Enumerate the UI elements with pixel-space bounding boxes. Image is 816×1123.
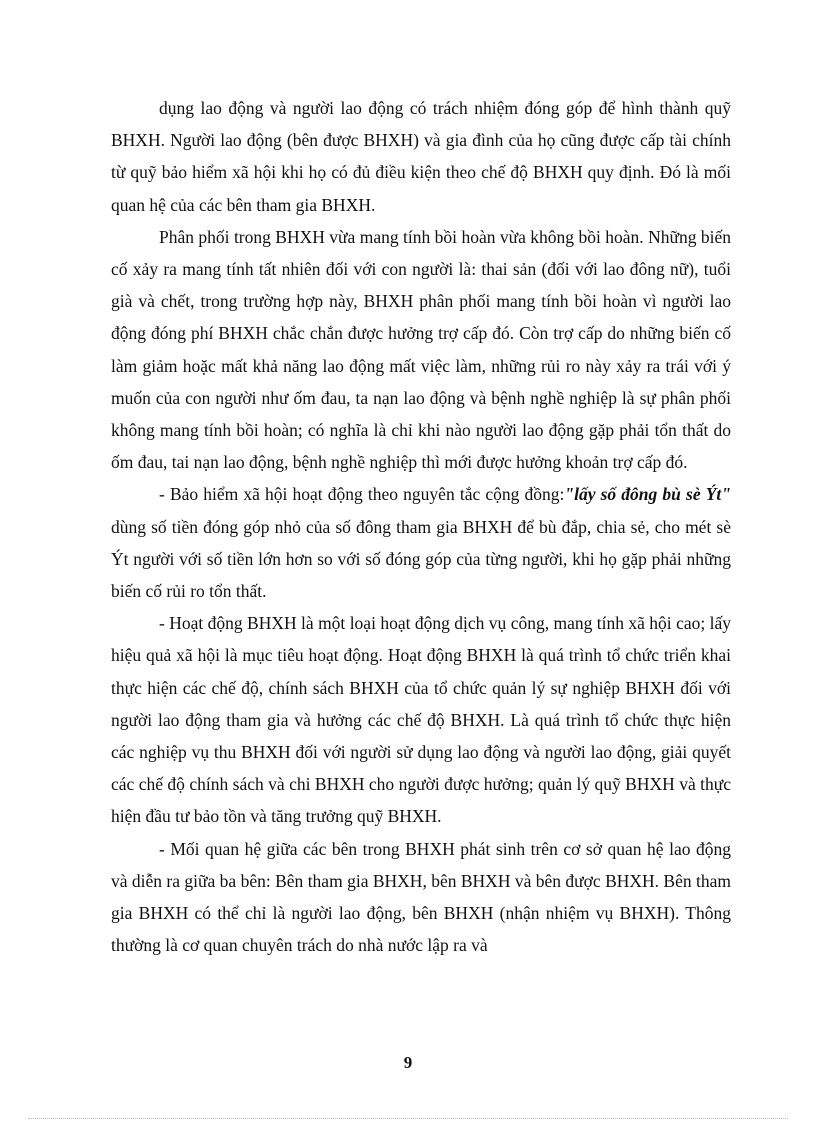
page-number: 9 bbox=[403, 1053, 413, 1072]
community-principle-rest: dùng số tiền đóng góp nhỏ của số đông tham gia BHXH để bù đắp, chia sẻ, cho mét sè Ýt người với số tiền lớn hơn so với số đóng góp của từng người, khi họ gặp phải những biến cố rủi ro tổn thất. bbox=[111, 516, 731, 602]
document-body bbox=[111, 92, 731, 961]
paragraph-community-principle bbox=[111, 478, 731, 607]
paragraph-continuation: dụng lao động và người lao động có trách nhiệm đóng góp để hình thành quỹ BHXH. Người lao động (bên được BHXH) và gia đình của họ cũng được cấp tài chính từ quỹ bảo hiểm xã hội khi họ có đủ điều kiện theo chế độ BHXH quy định. Đó là mối quan hệ của các bên tham gia BHXH. bbox=[111, 98, 731, 215]
paragraph-relationships: - Mối quan hệ giữa các bên trong BHXH phát sinh trên cơ sở quan hệ lao động và diễn ra giữa ba bên: Bên tham gia BHXH, bên BHXH và bên được BHXH. Bên tham gia BHXH có thể chỉ là người lao động, bên BHXH (nhận nhiệm vụ BHXH). Thông thường là cơ quan chuyên trách do nhà nước lập ra và bbox=[111, 838, 731, 956]
paragraph-distribution: Phân phối trong BHXH vừa mang tính bồi hoàn vừa không bồi hoàn. Những biến cố xảy ra mang tính tất nhiên đối với con người là: thai sản (đối với lao đông nữ), tuổi già và chết, trong trường hợp này, BHXH phân phối mang tính bồi hoàn vì người lao động đóng phí BHXH chắc chắn được hưởng trợ cấp đó. Còn trợ cấp do những biến cố làm giảm hoặc mất khả năng lao động mất việc làm, những rủi ro này xảy ra trái với ý muốn của con người như ốm đau, ta nạn lao động và bệnh nghề nghiệp là sự phân phối không mang tính bồi hoàn; có nghĩa là chỉ khi nào người lao động gặp phải tổn thất do ốm đau, tai nạn lao động, bệnh nghề nghiệp thì mới được hưởng khoản trợ cấp đó. bbox=[111, 226, 731, 473]
community-principle-intro: - Bảo hiểm xã hội hoạt động theo nguyên tắc cộng đồng: bbox=[159, 484, 565, 505]
community-principle-quote: "lấy số đông bù sè Ýt" bbox=[564, 484, 731, 505]
page-bottom-border bbox=[28, 1118, 788, 1119]
paragraph-public-service: - Hoạt động BHXH là một loại hoạt động dịch vụ công, mang tính xã hội cao; lấy hiệu quả xã hội là mục tiêu hoạt động. Hoạt động BHXH là quá trình tổ chức triển khai thực hiện các chế độ, chính sách BHXH của tổ chức quản lý sự nghiệp BHXH đối với người lao động tham gia và hưởng các chế độ BHXH. Là quá trình tổ chức thực hiện các nghiệp vụ thu BHXH đối với người sử dụng lao động và người lao động, giải quyết các chế độ chính sách và chi BHXH cho người được hưởng; quản lý quỹ BHXH và thực hiện đầu tư bảo tồn và tăng trưởng quỹ BHXH. bbox=[111, 613, 731, 827]
